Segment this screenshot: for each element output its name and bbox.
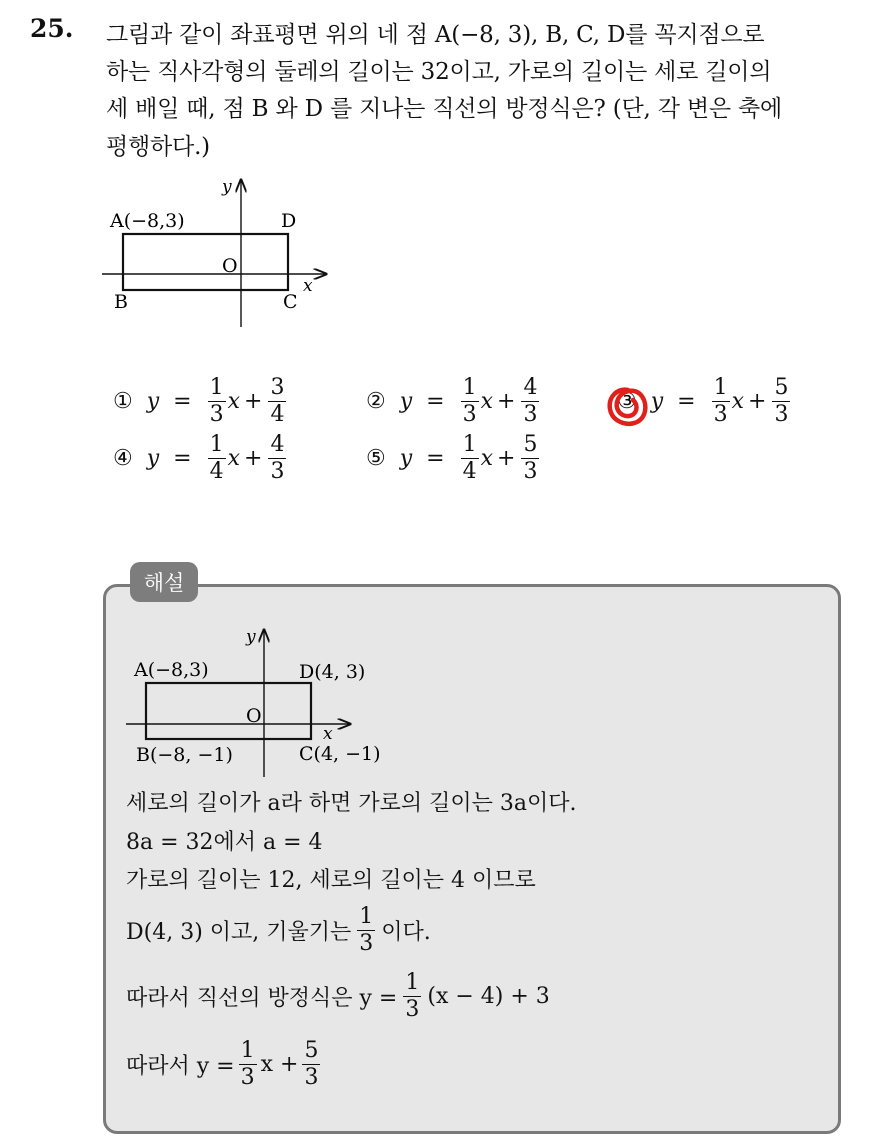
label-a: A(−8,3) — [110, 210, 185, 232]
question-text-line-3: 세 배일 때, 점 B 와 D 를 지나는 직선의 방정식은? (단, 각 변은 축에 — [106, 96, 783, 122]
solution-line-5-text: 따라서 직선의 방정식은 y = — [126, 986, 398, 1011]
line-slope-fraction: $\frac{1}{3}$ — [405, 970, 420, 1022]
question-text-line-4: 평행하다.) — [106, 134, 210, 160]
choice-number: ③ — [617, 389, 637, 414]
choice-plus: + — [244, 389, 263, 414]
choice-var-x: x — [731, 389, 745, 414]
solution-line-4 — [126, 906, 431, 955]
choice-4[interactable] — [113, 434, 288, 483]
question-text-line-2: 하는 직사각형의 둘레의 길이는 32이고, 가로의 길이는 세로 길이의 — [106, 59, 772, 85]
label-o: O — [246, 705, 262, 727]
slope-fraction: $\frac{1}{3}$ — [359, 904, 374, 956]
solution-line-4-text: D(4, 3) 이고, 기울기는 — [126, 920, 352, 945]
choice-2[interactable] — [366, 377, 541, 426]
choice-var-x: x — [480, 389, 494, 414]
label-c: C — [283, 291, 298, 313]
choice-intercept: $\frac{3}{4}$ — [270, 375, 285, 427]
choice-plus: + — [497, 446, 516, 471]
choice-plus: + — [244, 446, 263, 471]
choice-1[interactable] — [113, 377, 288, 426]
choice-slope: $\frac{1}{3}$ — [462, 375, 477, 427]
choice-slope: $\frac{1}{4}$ — [209, 432, 224, 484]
choice-var-x: x — [227, 446, 241, 471]
rectangle-abcd — [123, 234, 288, 290]
label-b: B(−8, −1) — [136, 744, 233, 766]
final-intercept-fraction: $\frac{5}{3}$ — [304, 1038, 319, 1090]
choice-slope: $\frac{1}{3}$ — [209, 375, 224, 427]
choice-var-x: x — [480, 446, 494, 471]
choice-var-y: y — [399, 446, 413, 471]
choice-plus: + — [497, 389, 516, 414]
label-y: y — [246, 627, 256, 647]
label-o: O — [222, 255, 238, 277]
choice-var-y: y — [650, 389, 664, 414]
choice-number: ⑤ — [366, 446, 386, 471]
solution-line-2: 8a = 32에서 a = 4 — [126, 830, 323, 855]
solution-figure — [122, 625, 402, 785]
solution-line-5 — [126, 972, 550, 1021]
choice-slope: $\frac{1}{4}$ — [462, 432, 477, 484]
solution-line-6-text: 따라서 y = — [126, 1054, 235, 1079]
rectangle-abcd — [146, 683, 311, 739]
choice-equals: = — [173, 446, 192, 471]
label-b: B — [114, 291, 128, 313]
label-x: x — [303, 276, 313, 296]
choice-intercept: $\frac{4}{3}$ — [270, 432, 285, 484]
choice-var-x: x — [227, 389, 241, 414]
question-text-line-1: 그림과 같이 좌표평면 위의 네 점 A(−8, 3), B, C, D를 꼭지점으로 — [106, 22, 765, 48]
label-a: A(−8,3) — [134, 659, 209, 681]
choice-equals: = — [173, 389, 192, 414]
choice-number: ④ — [113, 446, 133, 471]
question-figure — [100, 175, 340, 335]
solution-line-4-end: 이다. — [381, 920, 431, 945]
choice-var-y: y — [399, 389, 413, 414]
choice-slope: $\frac{1}{3}$ — [713, 375, 728, 427]
solution-line-6 — [126, 1040, 324, 1089]
choice-number: ② — [366, 389, 386, 414]
question-number: 25. — [30, 14, 74, 43]
choice-equals: = — [426, 446, 445, 471]
choice-5[interactable] — [366, 434, 541, 483]
label-y: y — [222, 177, 232, 197]
label-x: x — [323, 724, 333, 744]
solution-line-3: 가로의 길이는 12, 세로의 길이는 4 이므로 — [126, 868, 536, 893]
solution-line-1: 세로의 길이가 a라 하면 가로의 길이는 3a이다. — [126, 791, 577, 816]
solution-line-5-end: (x − 4) + 3 — [427, 984, 550, 1009]
choice-intercept: $\frac{5}{3}$ — [523, 432, 538, 484]
choice-var-y: y — [146, 446, 160, 471]
final-slope-fraction: $\frac{1}{3}$ — [240, 1038, 255, 1090]
choice-equals: = — [677, 389, 696, 414]
choice-intercept: $\frac{4}{3}$ — [523, 375, 538, 427]
answer-circle-mark — [604, 383, 652, 431]
choice-equals: = — [426, 389, 445, 414]
label-c: C(4, −1) — [299, 743, 381, 765]
solution-tag: 해설 — [130, 562, 198, 602]
solution-line-6-mid: x + — [260, 1052, 299, 1077]
choice-var-y: y — [146, 389, 160, 414]
choice-plus: + — [748, 389, 767, 414]
label-d: D — [281, 210, 297, 232]
choice-intercept: $\frac{5}{3}$ — [774, 375, 789, 427]
label-d: D(4, 3) — [299, 661, 366, 683]
choice-number: ① — [113, 389, 133, 414]
